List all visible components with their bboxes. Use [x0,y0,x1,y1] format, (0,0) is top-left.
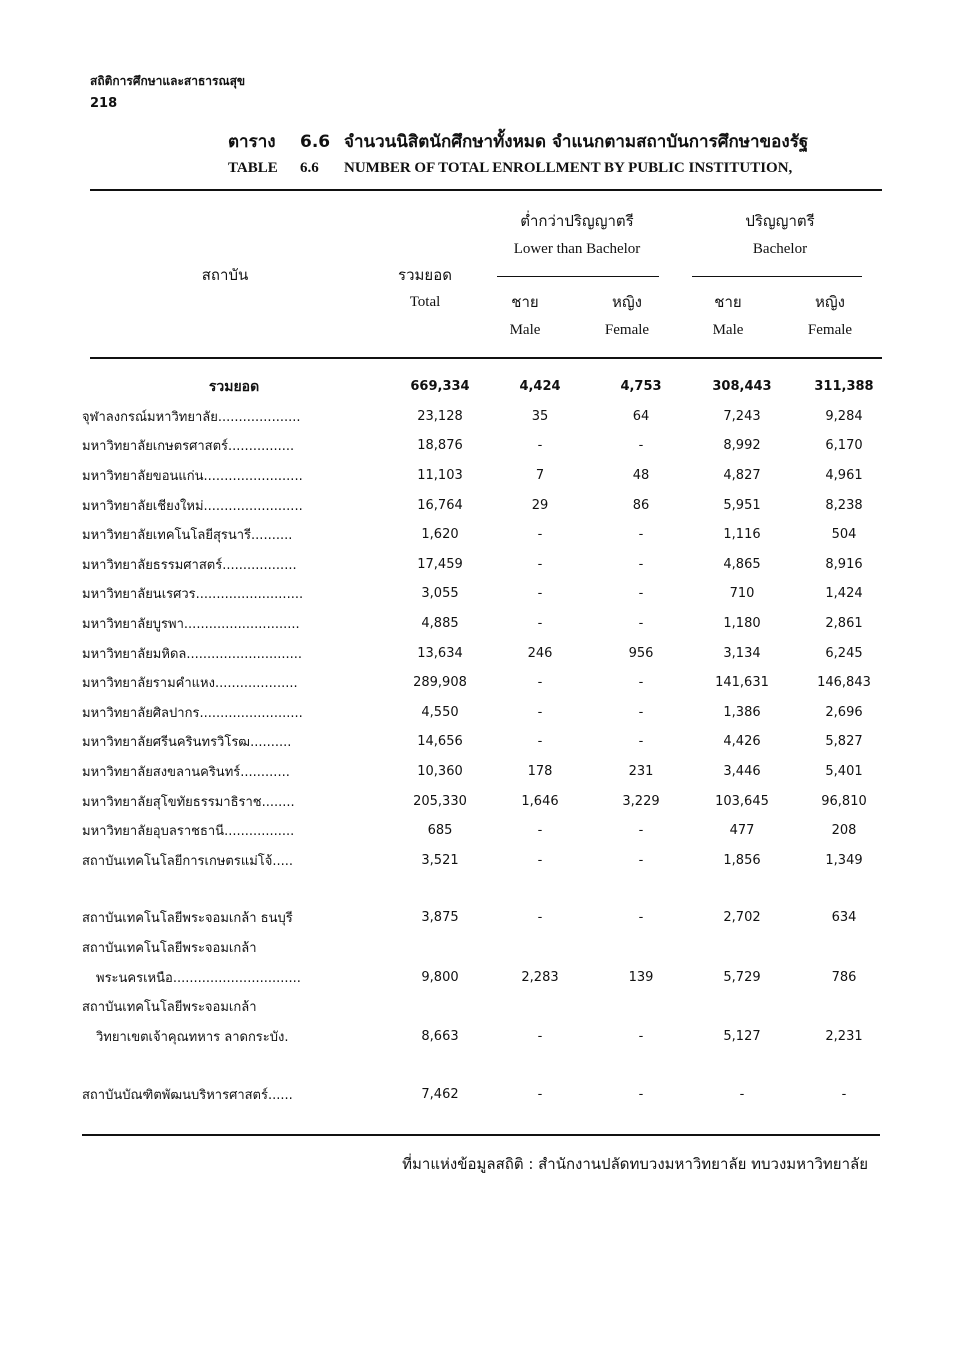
institution-cell [82,816,386,846]
institution-name: มหาวิทยาลัยเชียงใหม่ [82,498,204,514]
bachelor-male-cell: 141,631 [715,675,769,691]
total-cell: 23,128 [417,408,463,424]
table-row [82,846,900,876]
col-total-th: รวมยอด [398,268,452,284]
table-row [82,786,900,816]
lower-male-cell: - [537,438,543,454]
table-row [82,1080,900,1110]
institution-name: มหาวิทยาลัยธรรมศาสตร์ [82,557,223,573]
total-cell: 685 [427,823,453,839]
lower-female-cell: - [638,1087,644,1103]
lower-male-cell: - [537,852,543,868]
page-number: 218 [90,96,118,111]
institution-cell [82,402,386,432]
institution-cell [82,372,386,402]
bachelor-male-cell: 8,992 [723,438,761,454]
lower-female-cell: 4,753 [620,379,662,395]
table-row [82,372,900,402]
spacer-cell [82,875,900,903]
leader-dots: ......................... [199,705,303,721]
lower-male-cell: - [537,1087,543,1103]
institution-cell [82,520,386,550]
institution-name: มหาวิทยาลัยรามคำแหง [82,676,215,692]
leader-dots: .......................... [195,587,304,603]
bachelor-female-cell: 504 [831,527,857,543]
lower-female-cell: 3,229 [622,793,660,809]
bachelor-male-cell: 1,386 [723,704,761,720]
institution-name: มหาวิทยาลัยศิลปากร [82,705,200,721]
col-lower-female-th: หญิง [612,295,642,311]
institution-name: จุฬาลงกรณ์มหาวิทยาลัย [82,409,218,425]
col-bachelor-en: Bachelor [752,241,808,257]
leader-dots: ..... [272,853,294,869]
lower-male-cell: 246 [527,645,553,661]
institution-name: สถาบันเทคโนโลยีพระจอมเกล้า [82,1000,257,1016]
institution-cell [82,933,386,963]
total-cell: 10,360 [417,764,463,780]
total-cell: 16,764 [417,497,463,513]
total-cell: 4,550 [421,704,459,720]
col-bachelor-female-th: หญิง [815,295,845,311]
bachelor-female-cell: 8,238 [825,497,863,513]
bachelor-female-cell: 786 [831,969,857,985]
institution-name: สถาบันเทคโนโลยีพระจอมเกล้า [82,940,257,956]
lower-female-cell: - [638,675,644,691]
lower-female-cell: 48 [632,468,650,484]
lower-male-cell: - [537,704,543,720]
bachelor-male-cell [696,992,788,1022]
lower-male-cell: - [537,910,543,926]
institution-cell [82,490,386,520]
lower-female-cell: - [638,527,644,543]
bachelor-male-cell: 710 [729,586,755,602]
leader-dots: .......... [250,735,292,751]
total-cell: 13,634 [417,645,463,661]
col-total-en: Total [409,294,441,310]
lower-female-cell: - [638,734,644,750]
table-row [82,727,900,757]
lower-male-cell: 178 [527,764,553,780]
total-cell: 18,876 [417,438,463,454]
col-bachelor-male-th: ชาย [714,295,742,311]
spacer-row [82,1051,900,1080]
bachelor-female-cell: 96,810 [821,793,867,809]
col-institution: สถาบัน [201,268,249,284]
lower-male-cell [494,992,586,1022]
total-cell: 7,462 [421,1087,459,1103]
institution-cell [82,461,386,491]
bachelor-male-cell: 3,446 [723,764,761,780]
institution-name: มหาวิทยาลัยศรีนครินทรวิโรฒ [82,735,251,751]
lower-female-cell: 231 [628,764,654,780]
institution-cell [82,638,386,668]
bachelor-male-cell [696,933,788,963]
lower-male-cell: - [537,823,543,839]
table-number-en: 6.6 [300,160,319,176]
institution-cell [82,609,386,639]
table-row [82,638,900,668]
institution-name: มหาวิทยาลัยบูรพา [82,617,184,633]
bachelor-female-cell: 1,349 [825,852,863,868]
lower-male-cell: 29 [531,497,549,513]
table-row [82,402,900,432]
source-note: ที่มาแห่งข้อมูลสถิติ : สำนักงานปลัดทบวงมหาวิทยาลัย ทบวงมหาวิทยาลัย [402,1155,868,1173]
institution-name: มหาวิทยาลัยสงขลานครินทร์ [82,765,241,781]
lower-female-cell: 86 [632,497,650,513]
institution-cell [82,757,386,787]
table-title-thai [228,128,808,155]
table-row [82,698,900,728]
top-rule [90,189,882,191]
leader-dots: ................. [224,824,295,840]
institution-name: สถาบันเทคโนโลยีการเกษตรแม่โจ้ [82,853,273,869]
total-cell: 205,330 [413,793,467,809]
leader-dots: ........ [261,794,295,810]
table-row [82,609,900,639]
institution-cell [82,579,386,609]
total-cell: 669,334 [410,379,470,395]
leader-dots: ............................ [183,617,300,633]
bachelor-male-cell: 5,729 [723,969,761,985]
table-row [82,461,900,491]
leader-dots: ............................ [186,646,303,662]
bachelor-female-cell: 634 [831,910,857,926]
lower-male-cell: - [537,586,543,602]
lower-female-cell: - [638,910,644,926]
total-cell [386,933,494,963]
lower-female-cell: - [638,1028,644,1044]
bachelor-male-cell: 308,443 [712,379,772,395]
institution-cell [82,668,386,698]
bachelor-female-cell: 5,401 [825,764,863,780]
lower-male-cell: - [537,734,543,750]
institution-cell [82,903,386,933]
institution-name: มหาวิทยาลัยขอนแก่น [82,469,204,485]
institution-cell [82,550,386,580]
total-cell: 1,620 [421,527,459,543]
total-cell: 11,103 [417,468,463,484]
total-cell [386,992,494,1022]
institution-cell [82,1080,386,1110]
bachelor-female-cell: 2,861 [825,616,863,632]
lower-female-cell: - [638,438,644,454]
institution-name: มหาวิทยาลัยเกษตรศาสตร์ [82,439,229,455]
table-row [82,550,900,580]
leader-dots: ........................ [203,498,303,514]
total-cell: 3,875 [421,910,459,926]
enrollment-table [82,372,900,1110]
bachelor-male-cell: 1,856 [723,852,761,868]
bachelor-female-cell: 1,424 [825,586,863,602]
bachelor-male-cell: 5,951 [723,497,761,513]
bachelor-female-cell: 208 [831,823,857,839]
lower-male-cell: - [537,1028,543,1044]
lower-male-cell: - [537,527,543,543]
bachelor-female-cell: 6,245 [825,645,863,661]
total-cell: 3,055 [421,586,459,602]
lower-female-cell [586,933,696,963]
lower-male-cell: - [537,616,543,632]
header-rule [90,357,882,359]
table-title-english-text: NUMBER OF TOTAL ENROLLMENT BY PUBLIC INSTITUTION, [344,160,793,176]
bachelor-underline [692,276,862,277]
table-row [82,757,900,787]
institution-name: มหาวิทยาลัยเทคโนโลยีสุรนารี [82,528,252,544]
bachelor-male-cell: 5,127 [723,1028,761,1044]
leader-dots: ............................... [172,970,301,986]
bachelor-female-cell [788,933,900,963]
lower-male-cell: - [537,675,543,691]
lower-male-cell: 7 [535,468,545,484]
lower-female-cell: 956 [628,645,654,661]
leader-dots: .................... [214,676,298,692]
table-row [82,490,900,520]
bachelor-male-cell: 2,702 [723,910,761,926]
table-row [82,992,900,1022]
bachelor-male-cell: 4,865 [723,556,761,572]
lower-male-cell: 4,424 [519,379,561,395]
institution-name: วิทยาเขตเจ้าคุณทหาร ลาดกระบัง [96,1029,285,1045]
lower-female-cell: - [638,823,644,839]
total-cell: 8,663 [421,1028,459,1044]
table-row [82,668,900,698]
lower-male-cell: - [537,556,543,572]
leader-dots: .......... [251,528,293,544]
bachelor-female-cell [788,992,900,1022]
lower-female-cell: - [638,556,644,572]
bachelor-female-cell: 2,231 [825,1028,863,1044]
lower-female-cell: - [638,586,644,602]
leader-dots: ................ [228,439,295,455]
institution-name: พระนครเหนือ [96,970,173,986]
table-row [82,520,900,550]
table-number: 6.6 [300,132,331,152]
table-title-thai-text: จำนวนนิสิตนักศึกษาทั้งหมด จำแนกตามสถาบันการศึกษาของรัฐ [344,132,809,152]
running-title: สถิติการศึกษาและสาธารณสุข [90,74,246,88]
leader-dots: ...... [268,1088,293,1104]
spacer-row [82,875,900,903]
bachelor-female-cell: 2,696 [825,704,863,720]
institution-name: มหาวิทยาลัยสุโขทัยธรรมาธิราช [82,794,262,810]
bachelor-male-cell: 4,827 [723,468,761,484]
bachelor-male-cell: 103,645 [715,793,769,809]
bachelor-female-cell: 146,843 [817,675,871,691]
institution-name: มหาวิทยาลัยนเรศวร [82,587,196,603]
total-cell: 3,521 [421,852,459,868]
bachelor-male-cell: 7,243 [723,408,761,424]
bachelor-male-cell: 4,426 [723,734,761,750]
lower-male-cell [494,933,586,963]
institution-name: มหาวิทยาลัยอุบลราชธานี [82,824,225,840]
table-row [82,933,900,963]
lower-female-cell [586,992,696,1022]
table-row [82,579,900,609]
lower-male-cell: 2,283 [521,969,559,985]
leader-dots: .................... [217,409,301,425]
col-bachelor-male-en: Male [712,322,744,338]
institution-cell [82,962,386,992]
bachelor-female-cell: - [841,1087,847,1103]
bachelor-male-cell: 1,116 [723,527,761,543]
total-cell: 4,885 [421,616,459,632]
total-cell: 17,459 [417,556,463,572]
bottom-rule [82,1134,880,1136]
lower-female-cell: - [638,852,644,868]
bachelor-male-cell: - [739,1087,745,1103]
bachelor-female-cell: 5,827 [825,734,863,750]
institution-name: มหาวิทยาลัยมหิดล [82,646,187,662]
col-lower-th: ต่ำกว่าปริญญาตรี [520,214,634,230]
table-row [82,816,900,846]
total-cell: 9,800 [421,969,459,985]
col-lower-female-en: Female [604,322,650,338]
table-label-thai: ตาราง [228,132,276,152]
bachelor-female-cell: 8,916 [825,556,863,572]
institution-cell [82,431,386,461]
institution-name: รวมยอด [208,378,260,395]
lower-female-cell: 139 [628,969,654,985]
bachelor-female-cell: 4,961 [825,468,863,484]
institution-cell [82,698,386,728]
table-row [82,431,900,461]
table-row [82,962,900,992]
bachelor-female-cell: 311,388 [814,379,874,395]
institution-cell [82,846,386,876]
total-cell: 289,908 [413,675,467,691]
table-row [82,903,900,933]
institution-name: สถาบันบัณฑิตพัฒนบริหารศาสตร์ [82,1088,268,1104]
institution-name: สถาบันเทคโนโลยีพระจอมเกล้า ธนบุรี [82,911,293,927]
lower-male-cell: 35 [531,408,549,424]
col-lower-male-en: Male [509,322,541,338]
col-bachelor-th: ปริญญาตรี [745,214,815,230]
col-bachelor-female-en: Female [807,322,853,338]
institution-cell [82,992,386,1022]
leader-dots: . [284,1029,289,1045]
table-row [82,1021,900,1051]
lower-female-cell: - [638,704,644,720]
table-title-english [228,160,792,177]
spacer-cell [82,1051,900,1080]
bachelor-female-cell: 6,170 [825,438,863,454]
leader-dots: ............ [240,765,290,781]
col-lower-en: Lower than Bachelor [513,241,641,257]
total-cell: 14,656 [417,734,463,750]
leader-dots: .................. [222,557,297,573]
bachelor-male-cell: 477 [729,823,755,839]
institution-cell [82,727,386,757]
institution-cell [82,786,386,816]
lower-underline [497,276,659,277]
bachelor-female-cell: 9,284 [825,408,863,424]
lower-female-cell: 64 [632,408,650,424]
lower-male-cell: 1,646 [521,793,559,809]
bachelor-male-cell: 1,180 [723,616,761,632]
leader-dots: ........................ [203,469,303,485]
lower-female-cell: - [638,616,644,632]
table-label-english: TABLE [228,160,278,176]
institution-cell [82,1021,386,1051]
bachelor-male-cell: 3,134 [723,645,761,661]
col-lower-male-th: ชาย [511,295,539,311]
